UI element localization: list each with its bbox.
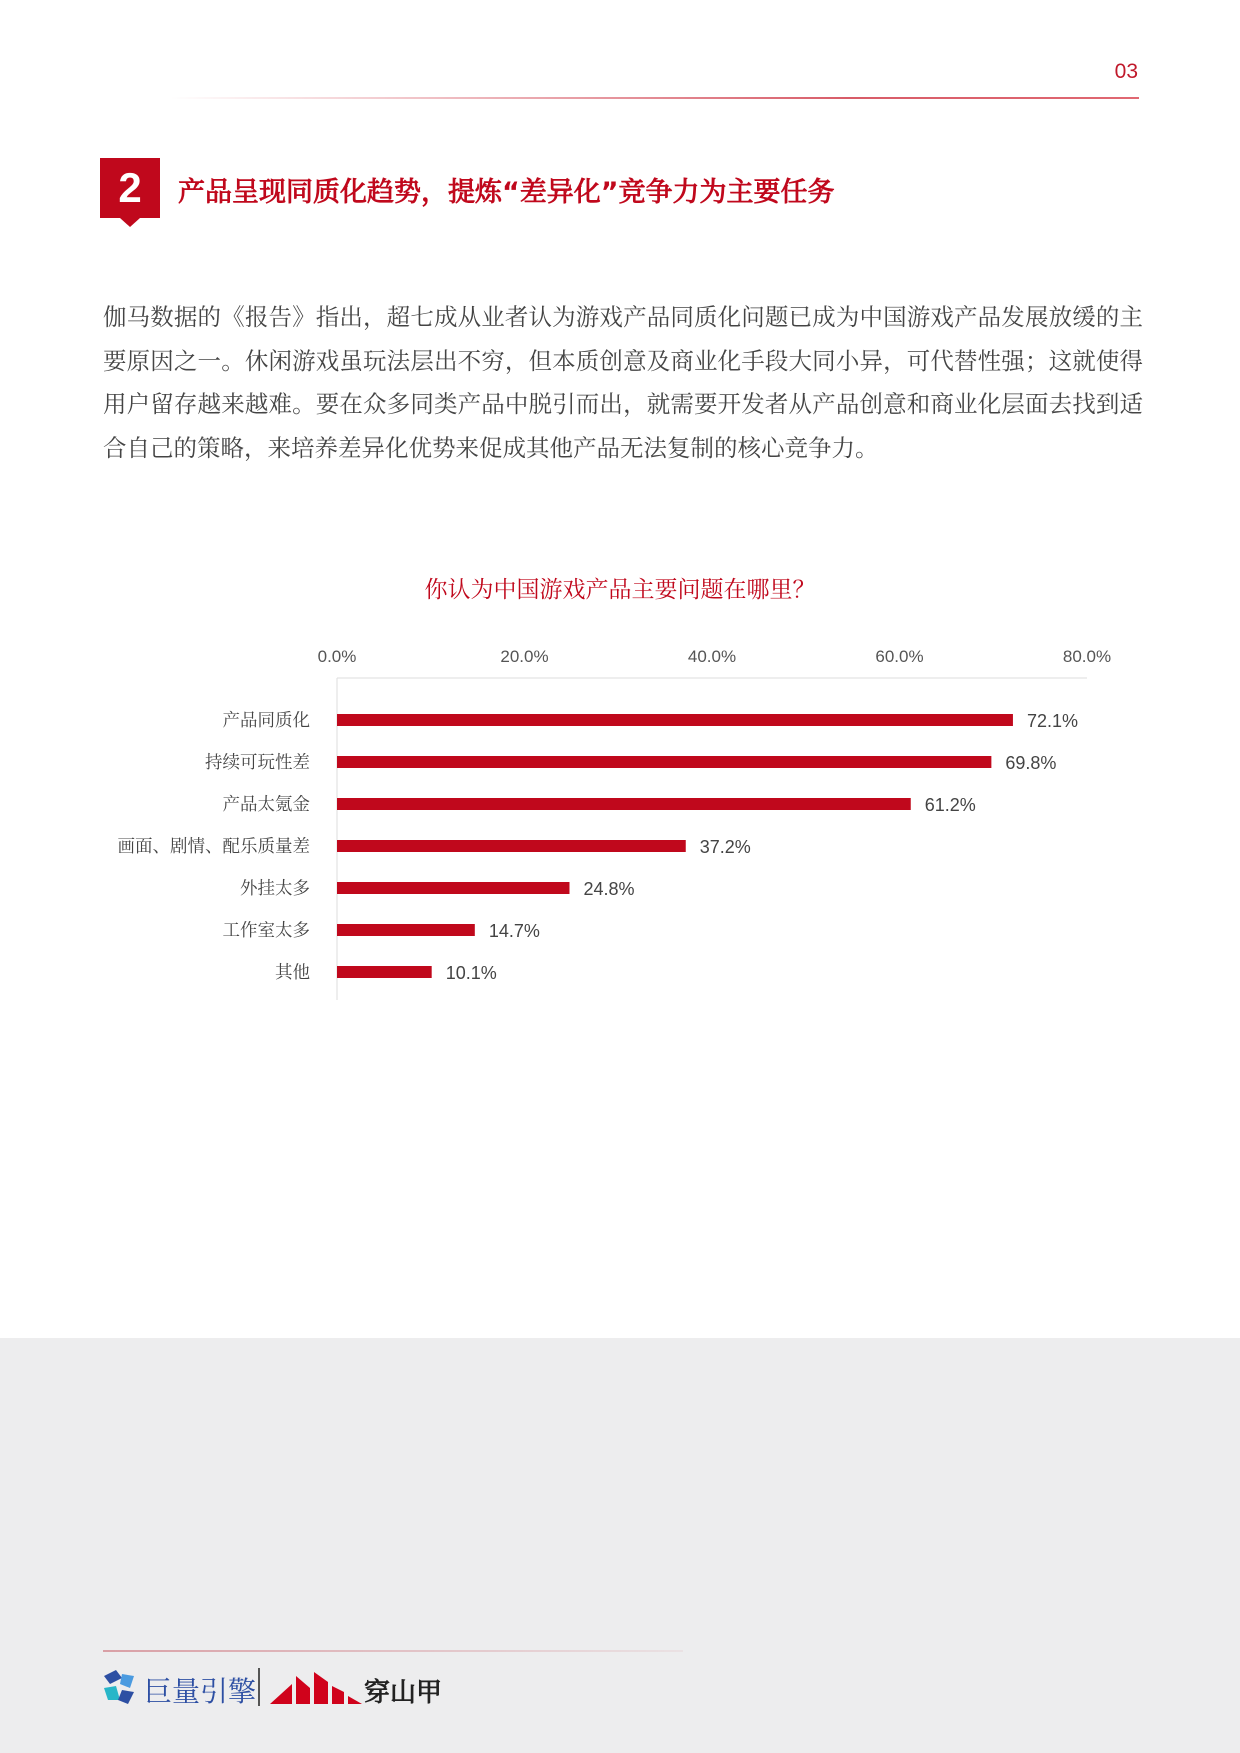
x-tick-label: 20.0% — [500, 647, 549, 666]
chuanshanjia-logo-icon — [270, 1670, 362, 1706]
body-paragraph: 伽马数据的《报告》指出，超七成从业者认为游戏产品同质化问题已成为中国游戏产品发展放缓的主要原因之一。休闲游戏虽玩法层出不穷，但本质创意及商业化手段大同小异，可代替性强；这就使得用户留存越来越难。要在众多同类产品中脱引而出，就需要开发者从产品创意和商业化层面去找到适合自己的策略，来培养差异化优势来促成其他产品无法复制的核心竞争力。 — [103, 303, 1143, 462]
data-label: 61.2% — [924, 795, 976, 815]
category-label: 工作室太多 — [222, 921, 310, 941]
page-number: 03 — [1114, 60, 1138, 83]
juliang-engine-logo-icon — [100, 1666, 138, 1706]
x-tick-label: 40.0% — [687, 647, 737, 666]
data-label: 72.1% — [1026, 711, 1078, 731]
data-label: 14.7% — [488, 921, 540, 941]
section-title: 产品呈现同质化趋势，提炼“差异化”竞争力为主要任务 — [178, 177, 835, 208]
bar — [337, 840, 686, 852]
bar — [337, 714, 1013, 726]
juliang-engine-logo-text: 巨量引擎 — [144, 1675, 257, 1708]
bar — [337, 756, 991, 768]
chart-title: 你认为中国游戏产品主要问题在哪里？ — [424, 577, 816, 603]
section-number-badge: 2 — [100, 158, 160, 218]
data-label: 10.1% — [445, 963, 497, 983]
bar — [337, 882, 570, 894]
category-label: 画面、剧情、配乐质量差 — [117, 837, 310, 857]
category-label: 外挂太多 — [240, 879, 310, 899]
category-label: 持续可玩性差 — [205, 753, 310, 773]
x-tick-label: 0.0% — [317, 647, 357, 666]
chuanshanjia-logo-text: 穿山甲 — [364, 1678, 443, 1708]
footer-divider — [103, 1650, 683, 1652]
data-label: 37.2% — [699, 837, 751, 857]
bar — [337, 924, 475, 936]
header-divider — [170, 97, 1139, 99]
data-label: 24.8% — [583, 879, 635, 899]
section-badge-pointer — [120, 218, 140, 227]
logo-divider — [258, 1668, 260, 1706]
category-label: 其他 — [275, 963, 310, 983]
x-tick-label: 60.0% — [875, 647, 924, 666]
bar — [337, 966, 432, 978]
data-label: 69.8% — [1005, 753, 1057, 773]
x-tick-label: 80.0% — [1062, 647, 1112, 666]
category-label: 产品同质化 — [222, 711, 310, 731]
bar-chart — [0, 640, 1240, 1000]
bar — [337, 798, 911, 810]
category-label: 产品太氪金 — [222, 795, 310, 815]
